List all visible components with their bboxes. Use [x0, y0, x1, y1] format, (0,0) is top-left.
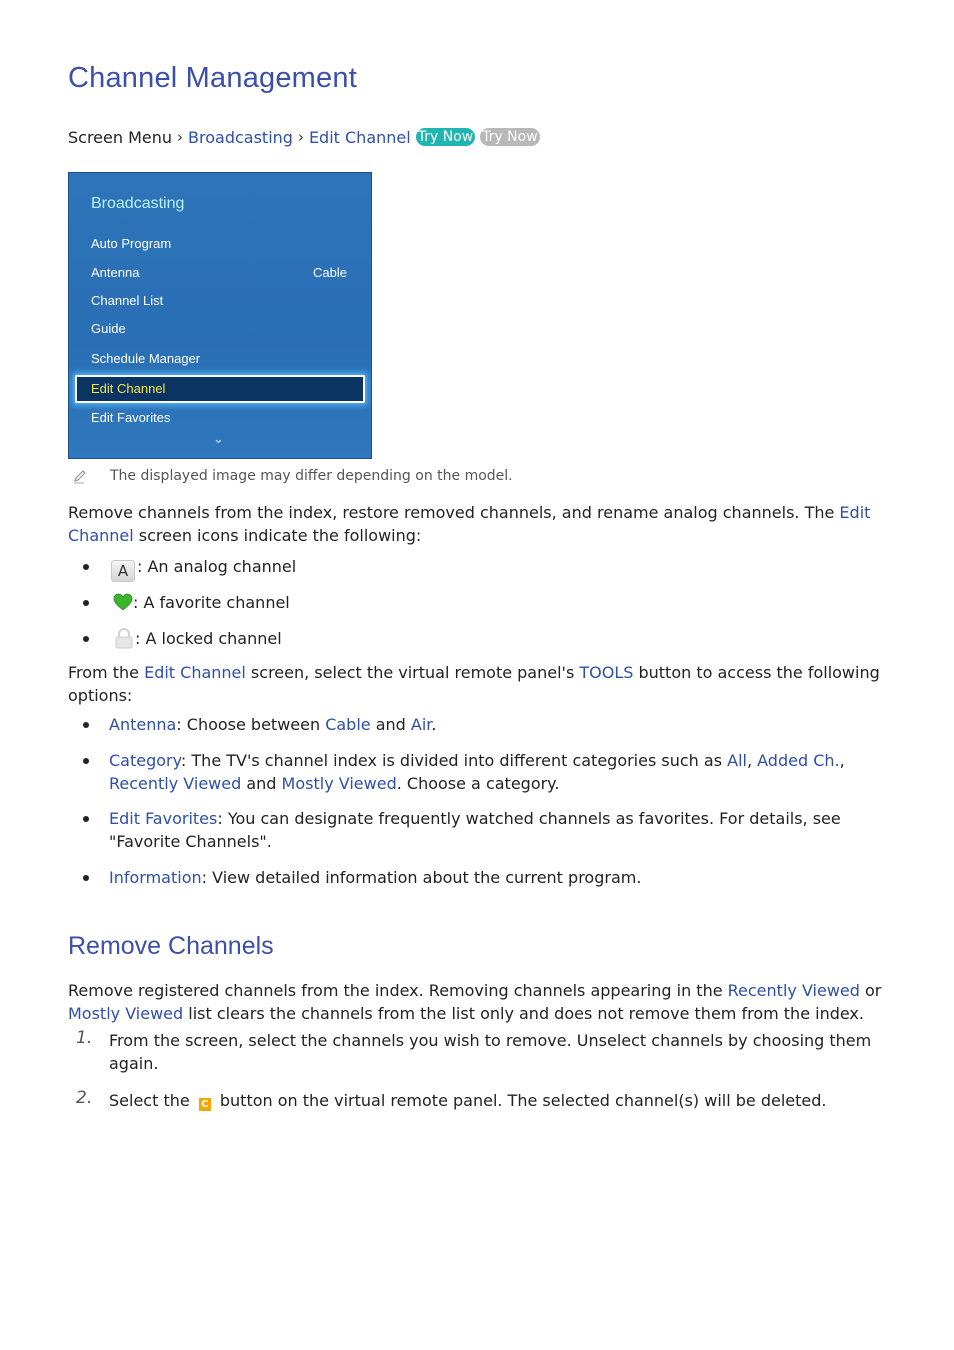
chevron-down-icon: ⌄ [213, 431, 224, 446]
pencil-icon [72, 468, 88, 484]
heart-icon [113, 593, 133, 611]
remove-text: list clears the channels from the list only and does not remove them from the index. [183, 1004, 864, 1023]
option-text: : You can designate frequently watched channels as favorites. For details, see "Favorite Channels". [109, 809, 841, 851]
option-term: Antenna [109, 715, 177, 734]
option-value: Added Ch. [757, 751, 840, 770]
breadcrumb-edit-channel[interactable]: Edit Channel [308, 127, 411, 147]
intro-text: screen icons indicate the following: [133, 526, 422, 545]
option-information [109, 866, 889, 889]
option-text: and [370, 715, 411, 734]
tv-menu-item-selected [75, 375, 365, 403]
tv-menu-item-label: Edit Channel [91, 381, 166, 396]
step-number: 2. [76, 1088, 93, 1108]
note-text: The displayed image may differ depending on the model. [110, 468, 513, 484]
favorite-text: : A favorite channel [133, 593, 290, 612]
option-edit-favorites [109, 807, 849, 853]
try-now-button-disabled[interactable]: Try Now [482, 129, 538, 145]
chevron-right-icon: › [297, 128, 304, 146]
option-text: : Choose between [176, 715, 326, 734]
option-category [109, 749, 889, 795]
tools-text: From the [68, 663, 145, 682]
option-antenna [109, 713, 889, 736]
tv-menu-item: Channel List [91, 293, 164, 308]
option-value: All [727, 751, 747, 770]
breadcrumb [68, 126, 540, 148]
option-text: : View detailed information about the current program. [201, 868, 642, 887]
mostly-viewed-link: Mostly Viewed [68, 1004, 184, 1023]
option-text: and [241, 774, 282, 793]
tools-text: button to access the following options: [68, 663, 880, 705]
step-text: Select the [109, 1091, 195, 1110]
tv-menu-item: Edit Favorites [91, 410, 171, 425]
remove-text: or [859, 981, 882, 1000]
step-text: button on the virtual remote panel. The selected channel(s) will be deleted. [214, 1091, 827, 1110]
analog-text: : An analog channel [137, 557, 297, 576]
remove-text: Remove registered channels from the index. Removing channels appearing in the [68, 981, 728, 1000]
intro-text: Remove channels from the index, restore removed channels, and rename analog channels. The [68, 503, 840, 522]
tv-menu-item-value: Cable [313, 265, 347, 280]
tv-menu-item: Auto Program [91, 236, 172, 251]
option-value: Mostly Viewed [281, 774, 397, 793]
tv-menu-item: Guide [91, 321, 126, 336]
step-1: From the screen, select the channels you wish to remove. Unselect channels by choosing them again. [109, 1031, 872, 1073]
edit-channel-link: Edit Channel [68, 503, 871, 545]
option-text: . Choose a category. [396, 774, 560, 793]
page-title: Channel Management [68, 62, 357, 94]
tv-menu-title: Broadcasting [91, 195, 185, 212]
option-term: Category [109, 751, 181, 770]
option-value: Cable [325, 715, 371, 734]
try-now-button[interactable]: Try Now [417, 129, 474, 145]
model-note [72, 468, 513, 484]
chevron-right-icon: › [177, 128, 184, 146]
locked-text: : A locked channel [135, 629, 282, 648]
option-term: Information [109, 868, 202, 887]
option-value: Recently Viewed [109, 774, 242, 793]
tools-paragraph [68, 661, 888, 707]
favorite-item [113, 591, 893, 614]
breadcrumb-broadcasting[interactable]: Broadcasting [188, 127, 293, 147]
tools-text: screen, select the virtual remote panel's [245, 663, 580, 682]
tv-menu-screenshot [68, 172, 372, 459]
section-title-remove-channels: Remove Channels [68, 932, 274, 960]
step-2 [109, 1089, 889, 1112]
edit-channel-link: Edit Channel [144, 663, 246, 682]
step-number: 1. [76, 1028, 93, 1048]
locked-item [113, 627, 893, 650]
intro-paragraph [68, 501, 888, 547]
option-value: Air [410, 715, 432, 734]
analog-item [111, 555, 891, 582]
option-text: . [431, 715, 437, 734]
remove-paragraph [68, 979, 898, 1025]
recently-viewed-link: Recently Viewed [727, 981, 860, 1000]
option-text: : The TV's channel index is divided into different categories such as [180, 751, 728, 770]
option-text: , [746, 751, 758, 770]
option-text: , [839, 751, 845, 770]
analog-icon: A [111, 560, 135, 582]
option-term: Edit Favorites [109, 809, 218, 828]
lock-icon [113, 627, 135, 649]
c-button-icon: C [199, 1098, 211, 1111]
tv-menu-item: Antenna [91, 265, 140, 280]
tv-menu-item: Schedule Manager [91, 351, 201, 366]
tools-link: TOOLS [579, 663, 634, 682]
breadcrumb-root: Screen Menu [68, 127, 173, 147]
